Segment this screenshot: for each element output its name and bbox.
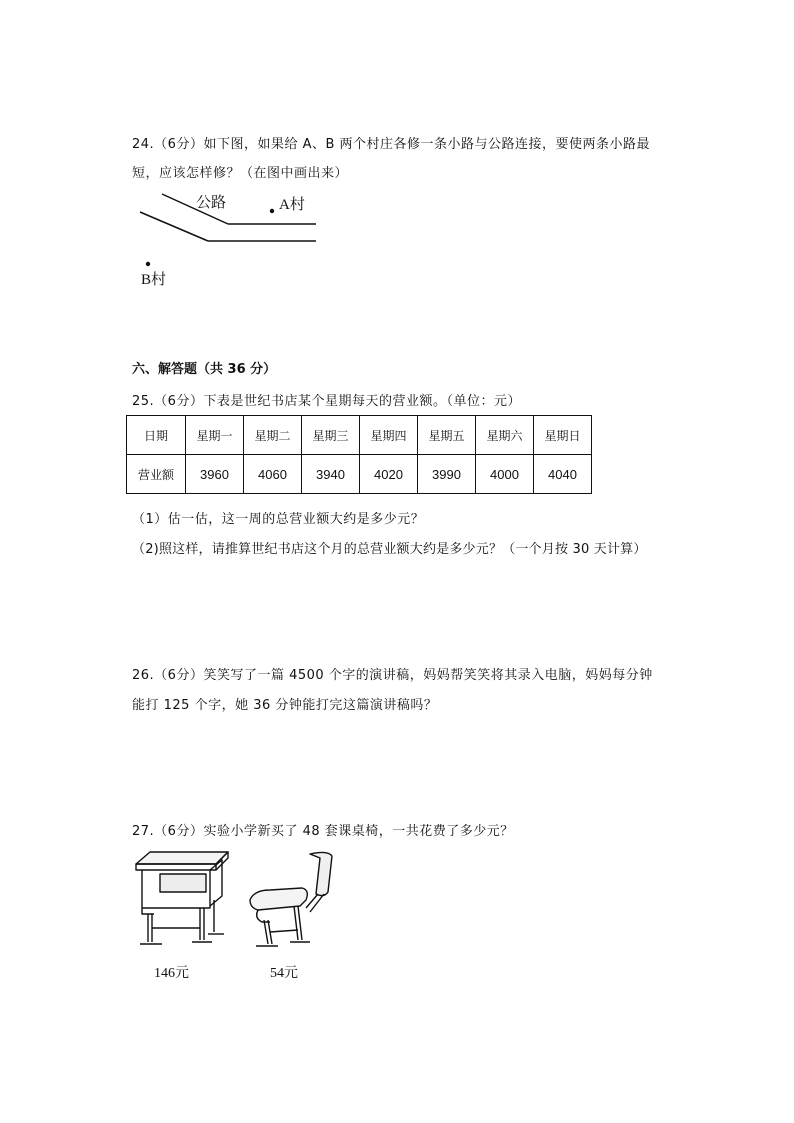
q26-line2: 能打 125 个字，她 36 分钟能打完这篇演讲稿吗？ — [132, 698, 438, 713]
table-cell: 4000 — [476, 455, 534, 494]
table-header-cell: 星期五 — [418, 416, 476, 455]
village-b-label: B村 — [141, 272, 167, 288]
table-row — [127, 455, 592, 494]
village-b-dot — [146, 262, 150, 266]
sales-table — [126, 415, 592, 494]
village-a-dot — [270, 209, 274, 213]
table-cell: 3960 — [186, 455, 244, 494]
q24-line2: 短，应该怎样修？（在图中画出来） — [132, 166, 349, 181]
table-header-cell: 星期三 — [302, 416, 360, 455]
table-header-cell: 星期二 — [244, 416, 302, 455]
q24-line1: 24.（6分）如下图，如果给 A、B 两个村庄各修一条小路与公路连接，要使两条小路最 — [132, 137, 651, 152]
road-label: 公路 — [196, 195, 227, 211]
table-cell: 4020 — [360, 455, 418, 494]
table-header-cell: 星期一 — [186, 416, 244, 455]
table-cell: 3990 — [418, 455, 476, 494]
q25-sub1: （1）估一估，这一周的总营业额大约是多少元？ — [132, 512, 425, 527]
table-cell: 4040 — [534, 455, 592, 494]
q25-sub2: （2)照这样，请推算世纪书店这个月的总营业额大约是多少元？（一个月按 30 天计算） — [132, 542, 647, 557]
table-cell: 3940 — [302, 455, 360, 494]
section-title: 六、解答题（共 36 分） — [132, 362, 277, 377]
q25-intro: 25.（6分）下表是世纪书店某个星期每天的营业额。（单位：元） — [132, 394, 521, 409]
table-cell: 营业额 — [127, 455, 186, 494]
table-header-cell: 日期 — [127, 416, 186, 455]
table-cell: 4060 — [244, 455, 302, 494]
table-header-cell: 星期日 — [534, 416, 592, 455]
road-diagram — [0, 0, 794, 300]
q26-line1: 26.（6分）笑笑写了一篇 4500 个字的演讲稿，妈妈帮笑笑将其录入电脑，妈妈每分钟 — [132, 668, 653, 683]
desk-illustration — [130, 848, 240, 958]
table-header-cell: 星期四 — [360, 416, 418, 455]
table-header-row — [127, 416, 592, 455]
table-header-cell: 星期六 — [476, 416, 534, 455]
chair-price: 54元 — [270, 966, 298, 981]
q27-text: 27.（6分）实验小学新买了 48 套课桌椅，一共花费了多少元？ — [132, 824, 514, 839]
village-a-label: A村 — [279, 197, 305, 213]
desk-price: 146元 — [154, 966, 189, 981]
chair-illustration — [240, 848, 340, 958]
